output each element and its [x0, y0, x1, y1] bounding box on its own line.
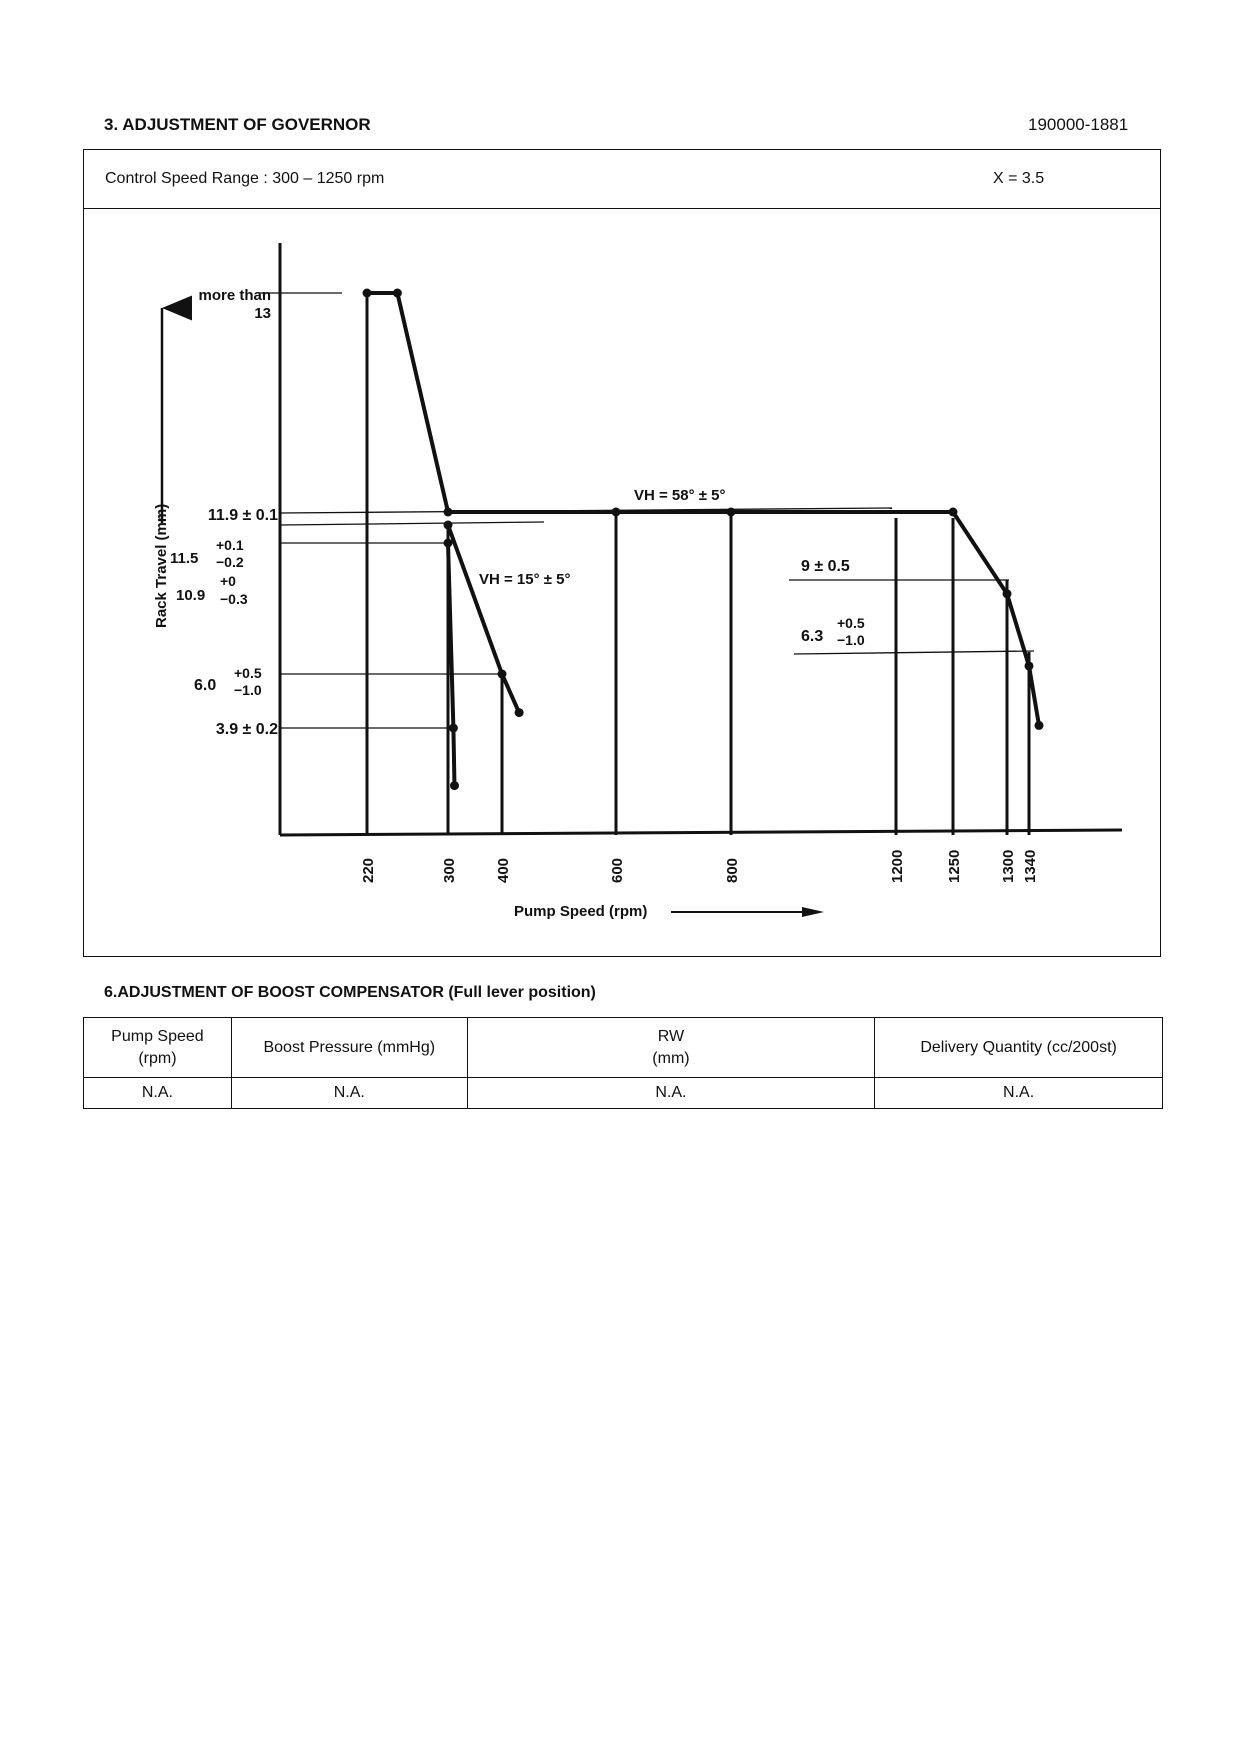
table-cell: N.A. — [231, 1078, 467, 1109]
x-axis-title: Pump Speed (rpm) — [514, 903, 648, 920]
x-value: X = 3.5 — [993, 170, 1045, 187]
col-header-delivery-quantity: Delivery Quantity (cc/200st) — [875, 1018, 1163, 1078]
annotation-6-3-sup: +0.5 — [837, 615, 865, 631]
col-header-rw: RW (mm) — [467, 1018, 875, 1078]
x-tick-label: 220 — [360, 857, 377, 883]
part-number: 190000-1881 — [1028, 115, 1129, 134]
data-point — [449, 724, 458, 733]
table-cell: N.A. — [875, 1078, 1163, 1109]
data-point — [498, 670, 507, 679]
x-tick-label: 400 — [495, 857, 512, 883]
col-header-boost-pressure: Boost Pressure (mmHg) — [231, 1018, 467, 1078]
vertical-drop-lines — [367, 293, 1029, 835]
data-point — [444, 539, 453, 548]
col-header-pump-speed: Pump Speed (rpm) — [84, 1018, 232, 1078]
x-tick-label: 1340 — [1022, 849, 1039, 883]
curves — [363, 289, 1044, 791]
x-tick-labels — [360, 850, 1039, 883]
annotation-6-3: 6.3 — [801, 628, 824, 645]
data-point — [444, 521, 453, 530]
y-label-more-than: more than — [198, 287, 271, 304]
x-tick-label: 600 — [609, 857, 626, 883]
annotation-9: 9 ± 0.5 — [801, 558, 850, 575]
x-tick-label: 800 — [724, 857, 741, 883]
governor-panel — [83, 149, 1161, 957]
data-point — [363, 289, 372, 298]
y-label-6-0-sub: −1.0 — [234, 682, 262, 698]
curve-line — [448, 525, 519, 713]
control-speed-range: Control Speed Range : 300 – 1250 rpm — [105, 170, 385, 187]
y-label-10-9: 10.9 — [176, 587, 206, 604]
section-title: 3. ADJUSTMENT OF GOVERNOR — [104, 115, 371, 134]
y-label-10-9-sub: −0.3 — [220, 591, 248, 607]
x-tick-label: 1200 — [889, 849, 906, 883]
table-header-row — [84, 1018, 1163, 1078]
x-axis — [280, 830, 1122, 835]
y-label-3-9: 3.9 ± 0.2 — [215, 721, 278, 738]
data-point — [515, 708, 524, 717]
table-cell: N.A. — [84, 1078, 232, 1109]
data-point — [727, 508, 736, 517]
y-label-6-0: 6.0 — [194, 677, 217, 694]
y-label-11-5-sub: −0.2 — [216, 554, 244, 570]
annotation-6-3-sub: −1.0 — [837, 632, 865, 648]
y-label-11-5-sup: +0.1 — [216, 537, 244, 553]
y-label-11-9: 11.9 ± 0.1 — [207, 507, 278, 524]
data-point — [1035, 721, 1044, 730]
y-label-6-0-sup: +0.5 — [234, 665, 262, 681]
annotation-vh15: VH = 15° ± 5° — [479, 571, 571, 588]
annotation-vh58: VH = 58° ± 5° — [634, 487, 726, 504]
data-point — [949, 508, 958, 517]
data-point — [1003, 589, 1012, 598]
data-point — [450, 781, 459, 790]
boost-table — [83, 1017, 1163, 1109]
table-cell: N.A. — [467, 1078, 875, 1109]
data-point — [444, 508, 453, 517]
boost-section-title: 6.ADJUSTMENT OF BOOST COMPENSATOR (Full lever position) — [104, 984, 596, 1001]
data-point — [393, 289, 402, 298]
data-point — [612, 508, 621, 517]
y-label-10-9-sup: +0 — [220, 573, 236, 589]
y-axis-title: Rack Travel (mm) — [153, 503, 170, 628]
x-tick-label: 300 — [441, 857, 458, 883]
governor-chart — [84, 208, 1159, 956]
x-axis-arrow-head — [802, 907, 824, 917]
data-point — [1025, 661, 1034, 670]
y-label-13: 13 — [254, 305, 271, 322]
y-label-11-5: 11.5 — [170, 550, 199, 567]
x-tick-label: 1300 — [1000, 849, 1017, 883]
governor-header — [84, 150, 1160, 209]
x-tick-label: 1250 — [946, 849, 963, 883]
table-row — [84, 1078, 1163, 1109]
